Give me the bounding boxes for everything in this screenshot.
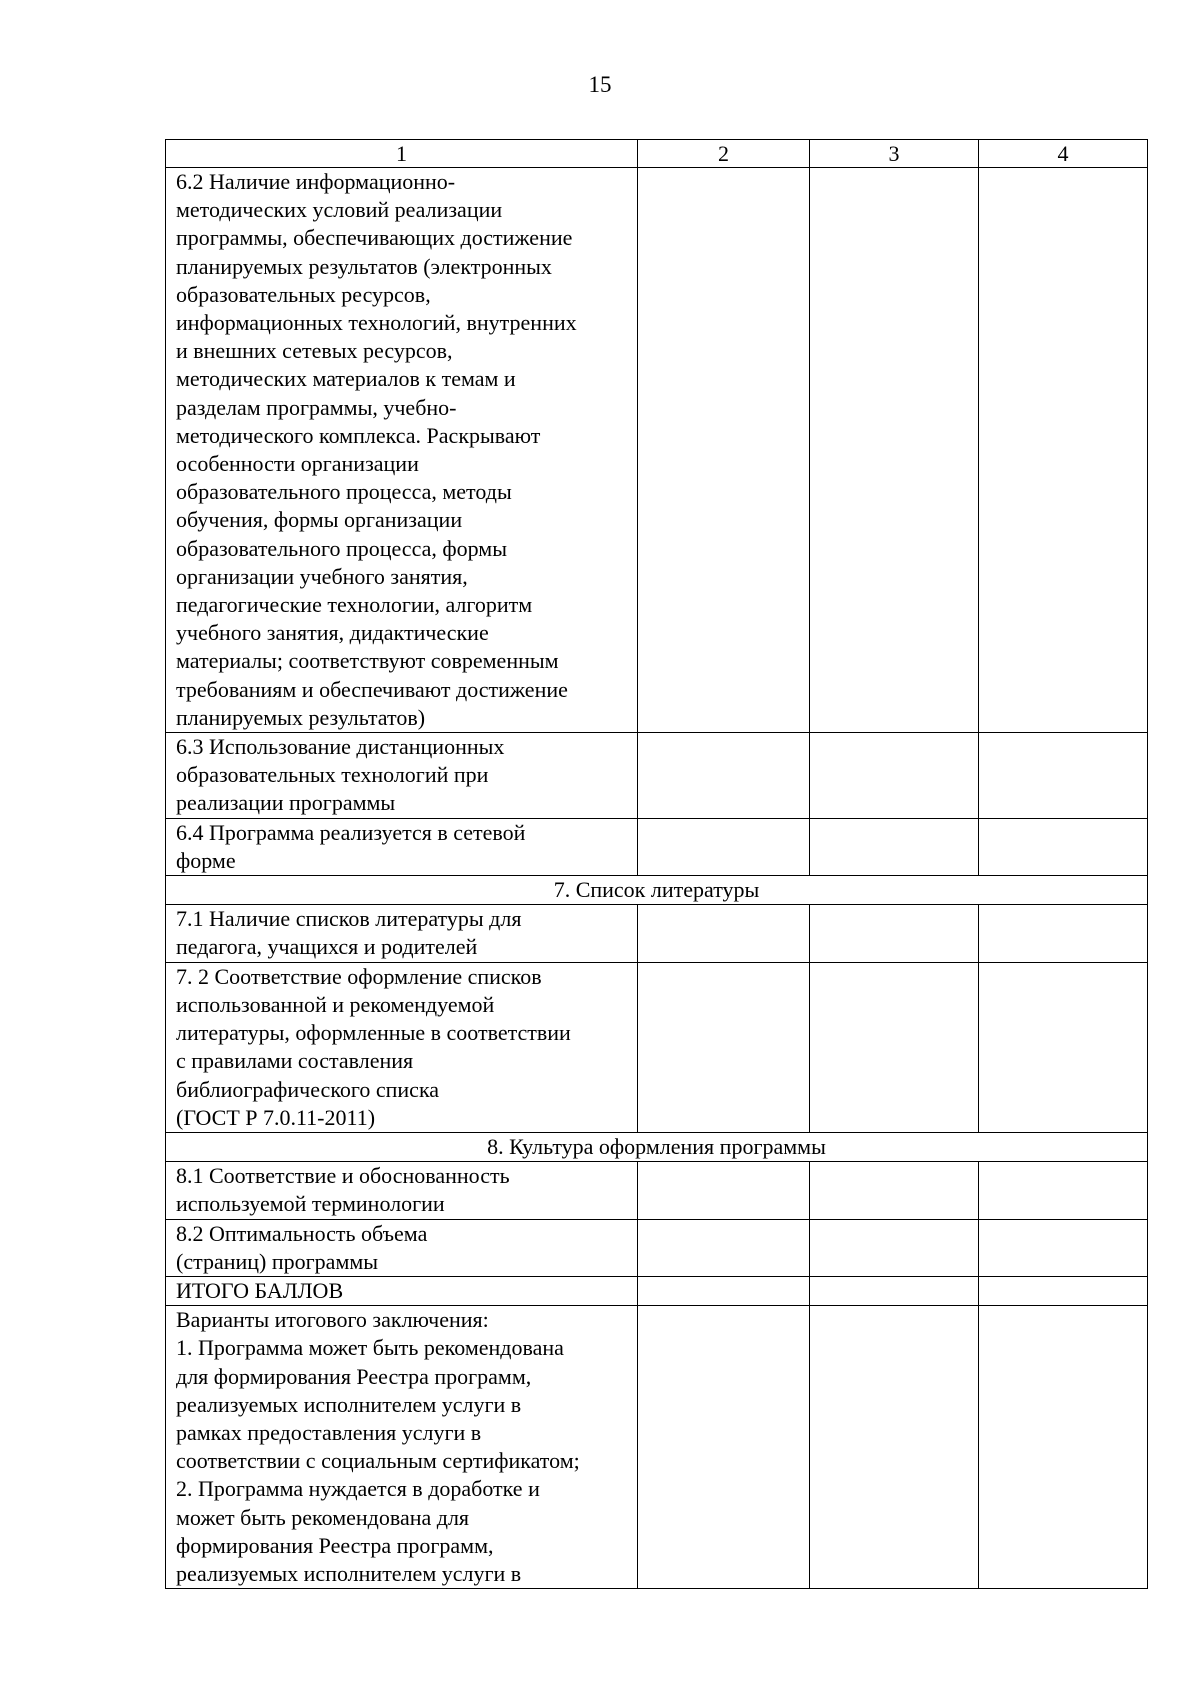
table-row — [166, 962, 1148, 1132]
column-header-1: 1 — [166, 140, 638, 168]
table-row — [166, 733, 1148, 819]
score-cell-col-2 — [638, 168, 810, 733]
column-header-4: 4 — [979, 140, 1148, 168]
score-cell-col-3 — [810, 1219, 979, 1276]
score-cell-col-3 — [810, 1162, 979, 1219]
score-cell-col-4 — [979, 905, 1148, 962]
criterion-cell: ИТОГО БАЛЛОВ — [166, 1276, 638, 1305]
score-cell-col-4 — [979, 962, 1148, 1132]
criterion-cell: 6.2 Наличие информационно- методических условий реализации программы, обеспечивающих достижение планируемых результатов (электронных образовательных ресурсов, информационных технологий, внутренних и внешних сетевых ресурсов, методических материалов к темам и разделам программы, учебно- методического комплекса. Раскрывают особенности организации образовательного процесса, методы обучения, формы организации образовательного процесса, формы организации учебного занятия, педагогические технологии, алгоритм учебного занятия, дидактические материалы; соответствуют современным требованиям и обеспечивают достижение планируемых результатов) — [166, 168, 638, 733]
score-cell-col-2 — [638, 1162, 810, 1219]
score-cell-col-2 — [638, 1219, 810, 1276]
section-title-row — [166, 876, 1148, 905]
table-row — [166, 1276, 1148, 1305]
score-cell-col-3 — [810, 1276, 979, 1305]
table-row — [166, 168, 1148, 733]
table-row — [166, 818, 1148, 875]
section-title: 7. Список литературы — [166, 876, 1148, 905]
evaluation-table — [165, 139, 1148, 1589]
score-cell-col-3 — [810, 1306, 979, 1589]
score-cell-col-3 — [810, 733, 979, 819]
score-cell-col-3 — [810, 818, 979, 875]
criterion-cell: 6.3 Использование дистанционных образовательных технологий при реализации программы — [166, 733, 638, 819]
section-title: 8. Культура оформления программы — [166, 1132, 1148, 1161]
table-row — [166, 1162, 1148, 1219]
table-header-row — [166, 140, 1148, 168]
score-cell-col-2 — [638, 962, 810, 1132]
score-cell-col-2 — [638, 818, 810, 875]
score-cell-col-3 — [810, 962, 979, 1132]
score-cell-col-4 — [979, 1162, 1148, 1219]
score-cell-col-4 — [979, 1306, 1148, 1589]
criterion-cell: 8.2 Оптимальность объема (страниц) программы — [166, 1219, 638, 1276]
score-cell-col-3 — [810, 168, 979, 733]
table-body — [166, 140, 1148, 1589]
criterion-cell: 7. 2 Соответствие оформление списков использованной и рекомендуемой литературы, оформленные в соответствии с правилами составления библиографического списка (ГОСТ Р 7.0.11-2011) — [166, 962, 638, 1132]
score-cell-col-4 — [979, 818, 1148, 875]
score-cell-col-3 — [810, 905, 979, 962]
criterion-cell: 7.1 Наличие списков литературы для педагога, учащихся и родителей — [166, 905, 638, 962]
column-header-3: 3 — [810, 140, 979, 168]
score-cell-col-4 — [979, 1219, 1148, 1276]
table-row — [166, 1306, 1148, 1589]
score-cell-col-4 — [979, 1276, 1148, 1305]
score-cell-col-2 — [638, 1306, 810, 1589]
criterion-cell: 6.4 Программа реализуется в сетевой форме — [166, 818, 638, 875]
criterion-cell: 8.1 Соответствие и обоснованность используемой терминологии — [166, 1162, 638, 1219]
score-cell-col-4 — [979, 733, 1148, 819]
table-row — [166, 905, 1148, 962]
section-title-row — [166, 1132, 1148, 1161]
score-cell-col-2 — [638, 905, 810, 962]
column-header-2: 2 — [638, 140, 810, 168]
score-cell-col-2 — [638, 733, 810, 819]
page-number: 15 — [588, 72, 612, 97]
table-row — [166, 1219, 1148, 1276]
score-cell-col-2 — [638, 1276, 810, 1305]
criterion-cell: Варианты итогового заключения: 1. Программа может быть рекомендована для формирования Реестра программ, реализуемых исполнителем услуги в рамках предоставления услуги в соответствии с социальным сертификатом; 2. Программа нуждается в доработке и может быть рекомендована для формирования Реестра программ, реализуемых исполнителем услуги в — [166, 1306, 638, 1589]
score-cell-col-4 — [979, 168, 1148, 733]
